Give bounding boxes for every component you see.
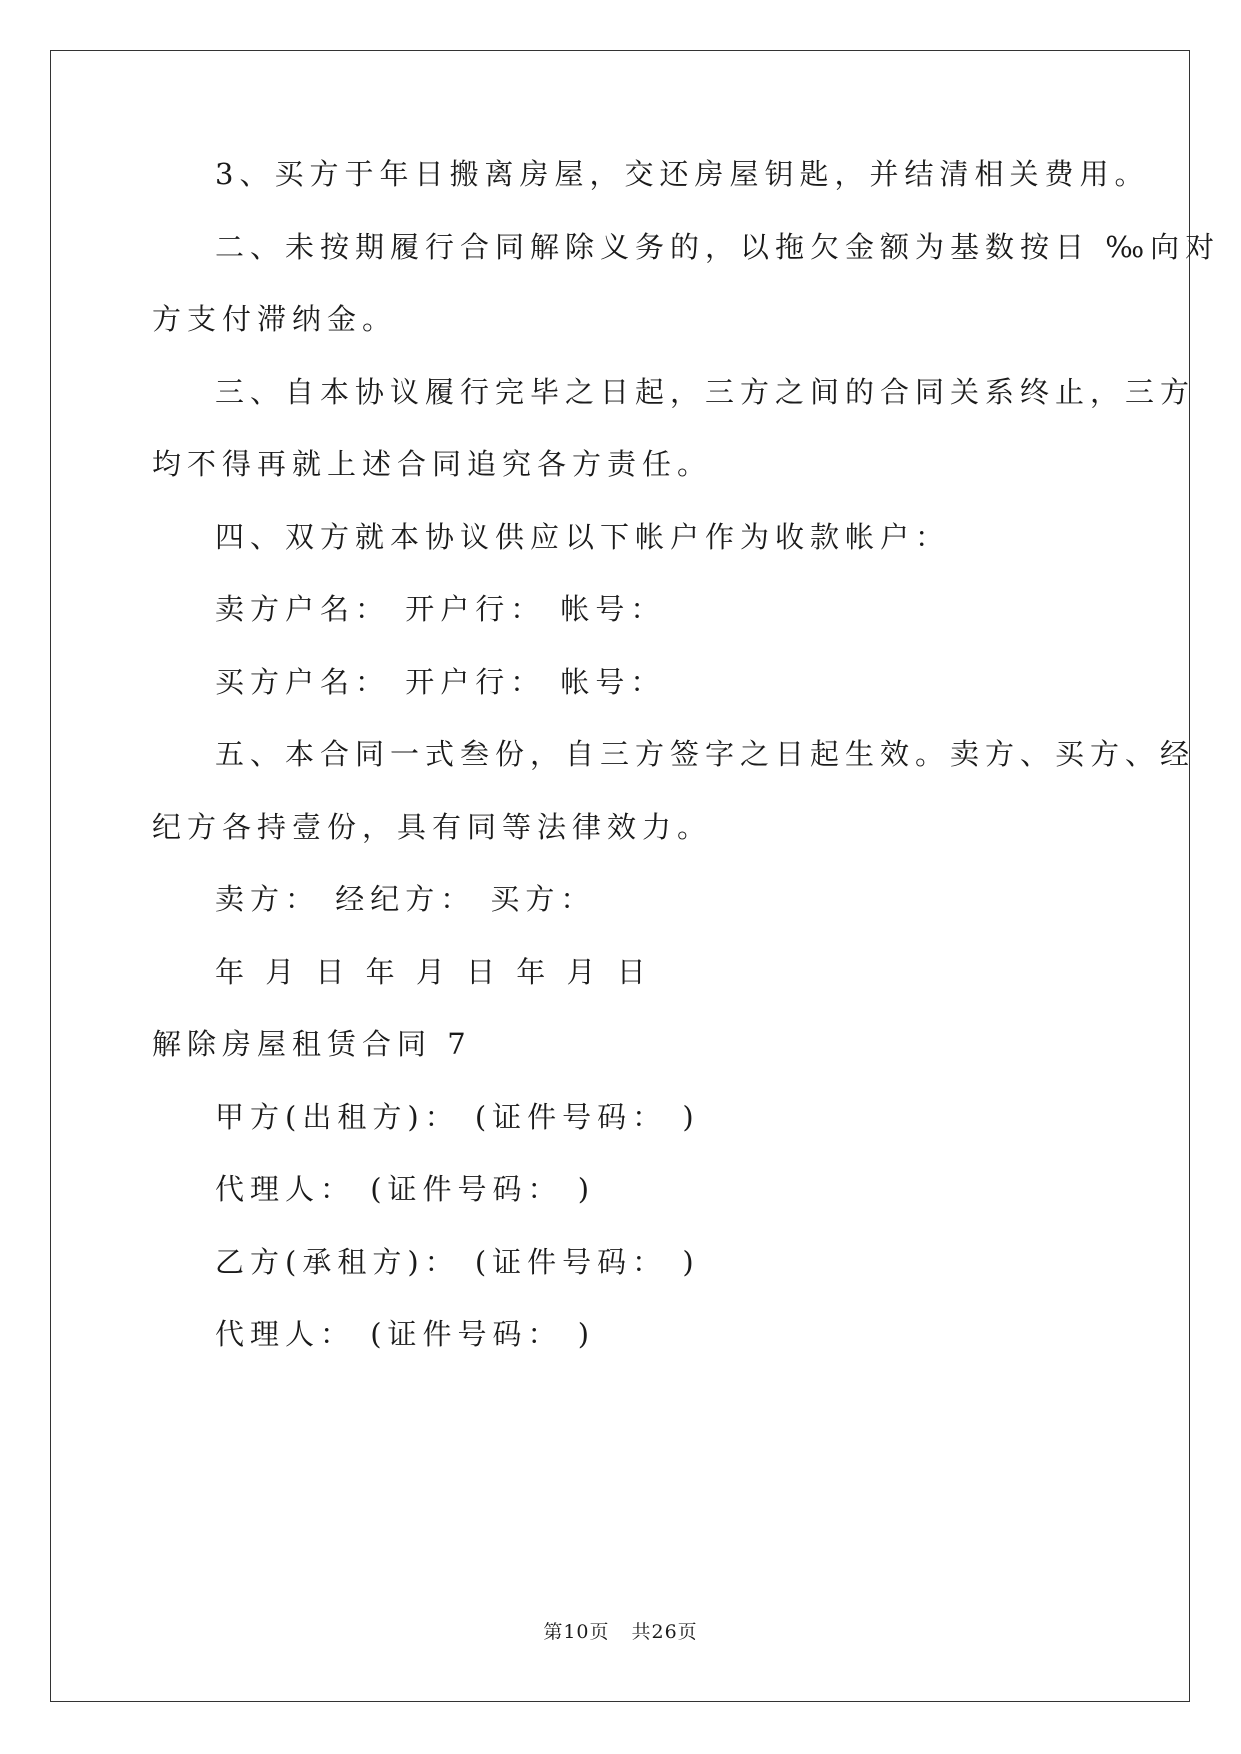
clause-2-penalty-line1: 二、未按期履行合同解除义务的，以拖欠金额为基数按日 ‰向对 xyxy=(215,230,1221,264)
clause-3-move-out: 3、买方于年日搬离房屋，交还房屋钥匙，并结清相关费用。 xyxy=(215,157,1150,191)
clause-4-accounts: 四、双方就本协议供应以下帐户作为收款帐户： xyxy=(215,520,951,554)
signature-parties: 卖方： 经纪方： 买方： xyxy=(215,882,596,916)
clause-5-copies-line1: 五、本合同一式叁份，自三方签字之日起生效。卖方、买方、经 xyxy=(215,737,1196,771)
seller-account-line: 卖方户名： 开户行： 帐号： xyxy=(215,592,666,626)
clause-3-termination-line2: 均不得再就上述合同追究各方责任。 xyxy=(152,447,713,481)
buyer-account-line: 买方户名： 开户行： 帐号： xyxy=(215,665,666,699)
total-page-count: 共26页 xyxy=(631,1621,698,1643)
party-a-agent: 代理人： (证件号码： ) xyxy=(215,1172,596,1206)
page-footer xyxy=(0,1617,1241,1644)
party-b-lessee: 乙方(承租方)： (证件号码： ) xyxy=(215,1245,700,1279)
party-b-agent: 代理人： (证件号码： ) xyxy=(215,1317,596,1351)
clause-5-copies-line2: 纪方各持壹份，具有同等法律效力。 xyxy=(152,810,713,844)
clause-3-termination-line1: 三、自本协议履行完毕之日起，三方之间的合同关系终止，三方 xyxy=(215,375,1196,409)
party-a-lessor: 甲方(出租方)： (证件号码： ) xyxy=(215,1100,700,1134)
page-border xyxy=(50,50,1190,1702)
signature-dates: 年 月 日 年 月 日 年 月 日 xyxy=(215,955,652,989)
clause-2-penalty-line2: 方支付滞纳金。 xyxy=(152,302,398,336)
current-page-number: 第10页 xyxy=(543,1621,610,1643)
section-heading: 解除房屋租赁合同 7 xyxy=(152,1027,472,1061)
